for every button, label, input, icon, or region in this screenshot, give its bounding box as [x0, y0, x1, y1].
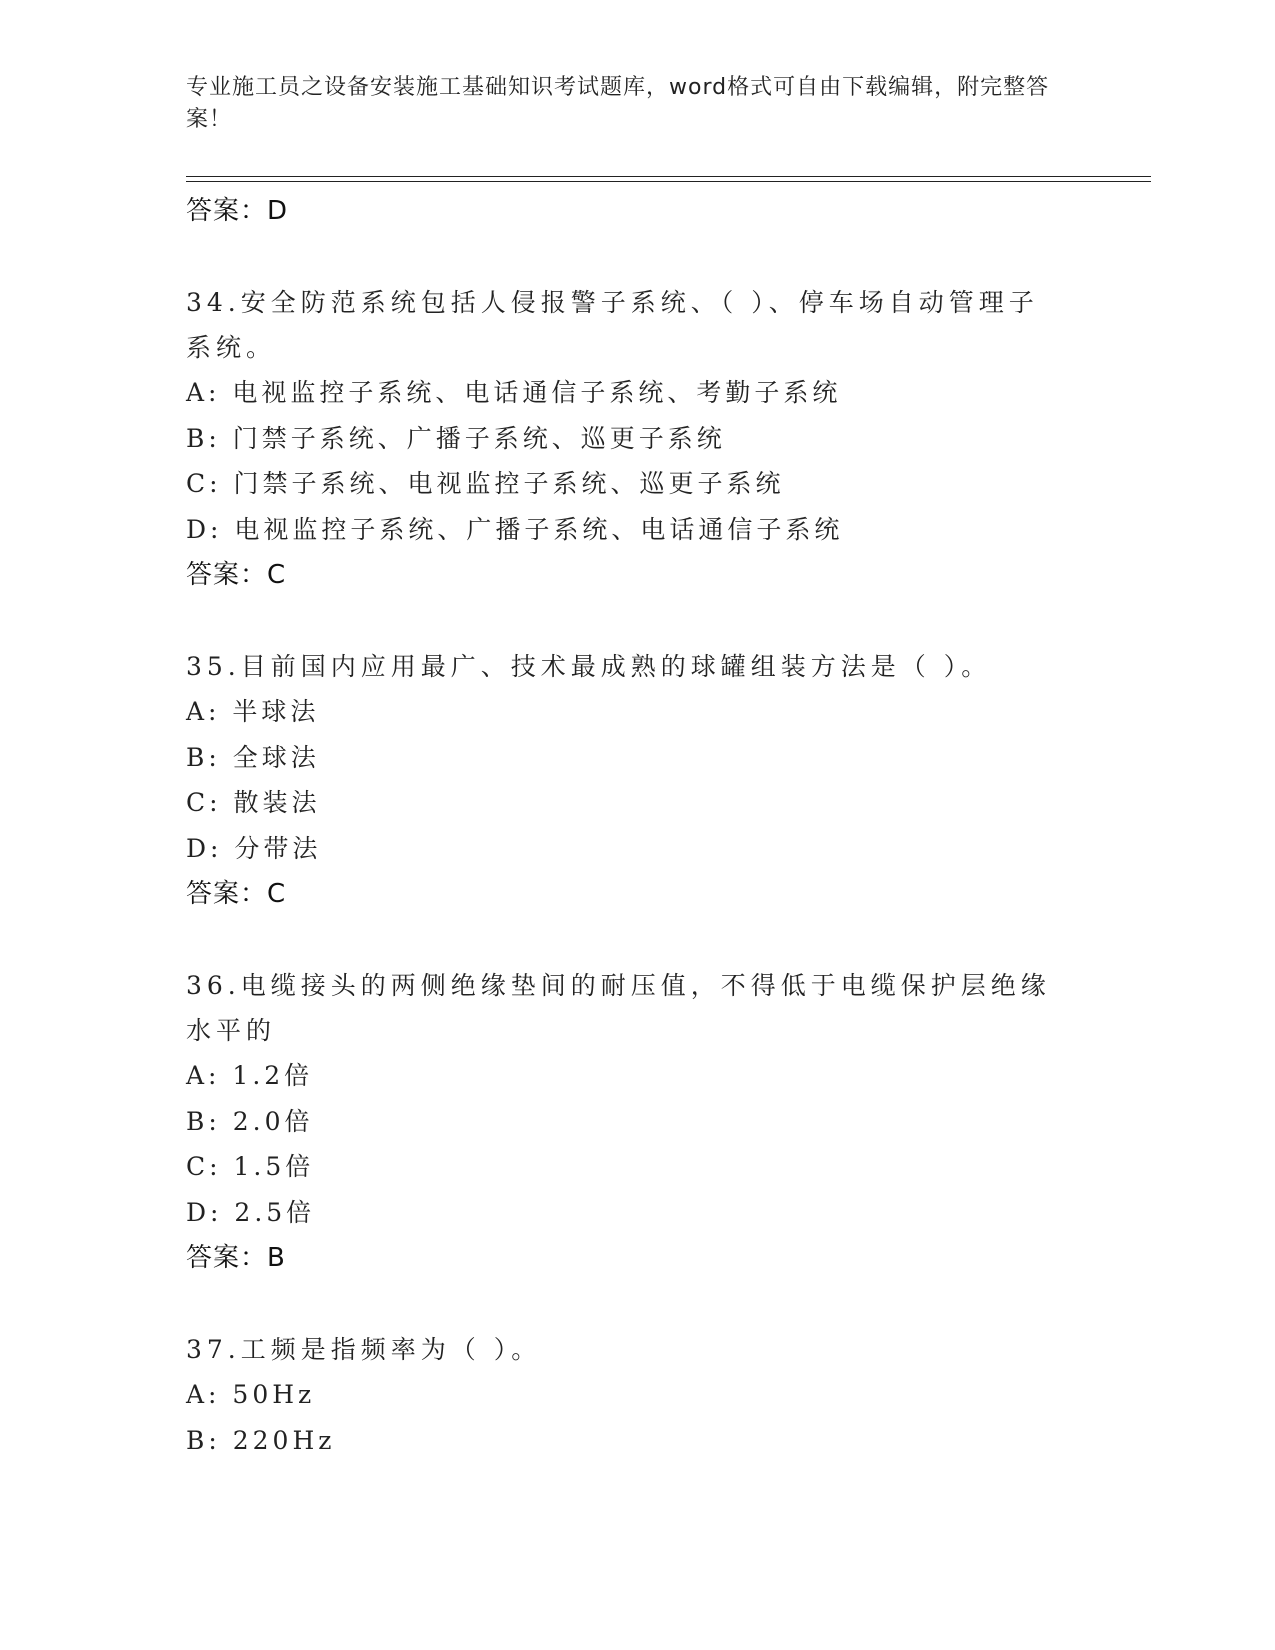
- question-stem: 37.工频是指频率为（ ）。: [186, 1335, 542, 1364]
- question-stem: 36.电缆接头的两侧绝缘垫间的耐压值，不得低于电缆保护层绝缘水平的: [186, 971, 1051, 1045]
- option-a: A: 电视监控子系统、电话通信子系统、考勤子系统: [186, 378, 842, 407]
- option-a: A: 半球法: [186, 697, 320, 726]
- header-rule-bottom: [186, 181, 1151, 182]
- option-b: B: 门禁子系统、广播子系统、巡更子系统: [186, 423, 726, 453]
- answer-line: 答案：D: [186, 196, 289, 226]
- spacer: [186, 598, 1086, 644]
- option-d: D: 2.5倍: [186, 1197, 316, 1227]
- document-header: 专业施工员之设备安装施工基础知识考试题库，word格式可自由下载编辑，附完整答案！: [186, 75, 1050, 132]
- option-a: A: 1.2倍: [186, 1061, 314, 1090]
- option-b: B: 2.0倍: [186, 1106, 314, 1136]
- answer-line: 答案：B: [186, 1243, 286, 1273]
- spacer: [186, 234, 1086, 280]
- option-c: C: 门禁子系统、电视监控子系统、巡更子系统: [186, 469, 785, 498]
- answer-line: 答案：C: [186, 560, 287, 590]
- spacer: [186, 1281, 1086, 1327]
- question-block: [186, 644, 1086, 917]
- question-stem: 34.安全防范系统包括人侵报警子系统、（ ）、停车场自动管理子系统。: [186, 288, 1039, 362]
- question-list: [186, 188, 1086, 1463]
- answer-line: 答案：C: [186, 879, 287, 909]
- option-b: B: 220Hz: [186, 1425, 336, 1455]
- question-stem: 35.目前国内应用最广、技术最成熟的球罐组装方法是（ ）。: [186, 652, 992, 681]
- option-b: B: 全球法: [186, 742, 320, 772]
- question-block: [186, 963, 1086, 1281]
- header-rule-top: [186, 176, 1151, 177]
- option-d: D: 电视监控子系统、广播子系统、电话通信子系统: [186, 514, 844, 544]
- question-block: [186, 280, 1086, 598]
- option-a: A: 50Hz: [186, 1380, 316, 1409]
- option-d: D: 分带法: [186, 833, 322, 863]
- option-c: C: 散装法: [186, 788, 321, 817]
- question-block: [186, 1327, 1086, 1463]
- spacer: [186, 917, 1086, 963]
- option-c: C: 1.5倍: [186, 1152, 315, 1181]
